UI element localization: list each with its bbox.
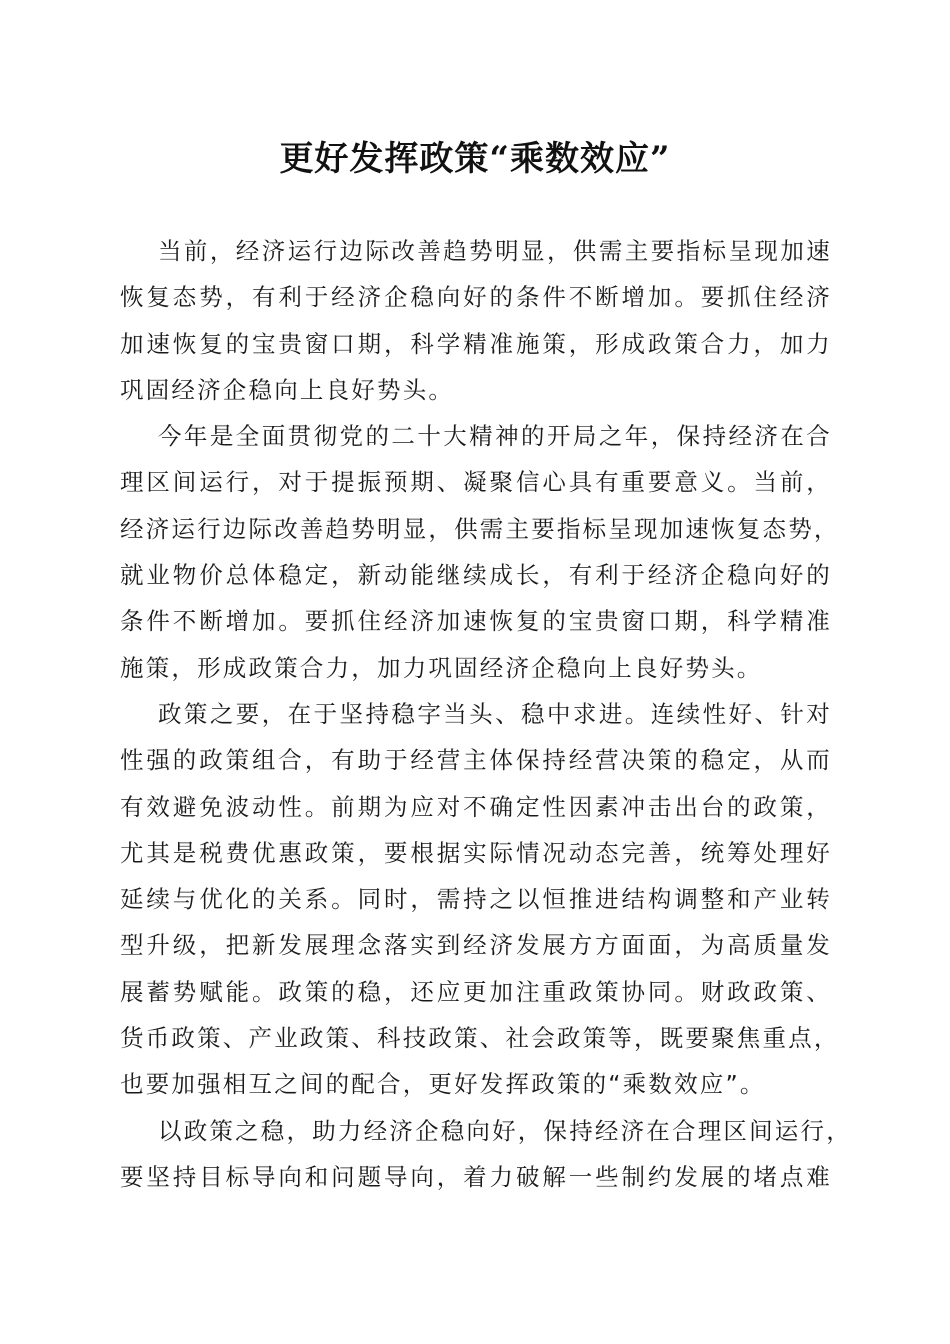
- paragraph-line: 性强的政策组合，有助于经营主体保持经营决策的稳定，从而: [120, 746, 832, 775]
- paragraph-3: [120, 691, 840, 1108]
- paragraph-line: 尤其是税费优惠政策，要根据实际情况动态完善，统筹处理好: [120, 838, 832, 867]
- document-title: 更好发挥政策“乘数效应”: [279, 139, 671, 179]
- paragraph-line: 政策之要，在于坚持稳字当头、稳中求进。连续性好、针对: [158, 699, 832, 728]
- document-body: [120, 228, 852, 1200]
- paragraph-line: 经济运行边际改善趋势明显，供需主要指标呈现加速恢复态势，: [120, 514, 840, 543]
- paragraph-line: 条件不断增加。要抓住经济加速恢复的宝贵窗口期，科学精准: [120, 607, 832, 636]
- paragraph-line: 今年是全面贯彻党的二十大精神的开局之年，保持经济在合: [158, 422, 832, 451]
- paragraph-2: [120, 413, 840, 691]
- paragraph-line: 当前，经济运行边际改善趋势明显，供需主要指标呈现加速: [158, 237, 832, 265]
- paragraph-line: 货币政策、产业政策、科技政策、社会政策等，既要聚焦重点，: [120, 1024, 840, 1053]
- paragraph-line: 有效避免波动性。前期为应对不确定性因素冲击出台的政策，: [120, 792, 832, 821]
- paragraph-line: 加速恢复的宝贵窗口期，科学精准施策，形成政策合力，加力: [120, 329, 832, 358]
- paragraph-line: 以政策之稳，助力经济企稳向好，保持经济在合理区间运行，: [158, 1116, 852, 1145]
- paragraph-line: 也要加强相互之间的配合，更好发挥政策的“乘数效应”。: [120, 1070, 766, 1099]
- paragraph-line: 要坚持目标导向和问题导向，着力破解一些制约发展的堵点难: [120, 1162, 832, 1191]
- paragraph-line: 展蓄势赋能。政策的稳，还应更加注重政策协同。财政政策、: [120, 977, 832, 1006]
- paragraph-line: 恢复态势，有利于经济企稳向好的条件不断增加。要抓住经济: [120, 283, 832, 312]
- paragraph-line: 施策，形成政策合力，加力巩固经济企稳向上良好势头。: [120, 653, 763, 682]
- paragraph-line: 理区间运行，对于提振预期、凝聚信心具有重要意义。当前，: [120, 468, 832, 497]
- paragraph-4: [120, 1108, 852, 1201]
- paragraph-line: 巩固经济企稳向上良好势头。: [120, 375, 455, 404]
- paragraph-1: [120, 228, 832, 413]
- paragraph-line: 型升级，把新发展理念落实到经济发展方方面面，为高质量发: [120, 931, 832, 960]
- paragraph-line: 延续与优化的关系。同时，需持之以恒推进结构调整和产业转: [120, 885, 832, 914]
- paragraph-line: 就业物价总体稳定，新动能继续成长，有利于经济企稳向好的: [120, 561, 832, 590]
